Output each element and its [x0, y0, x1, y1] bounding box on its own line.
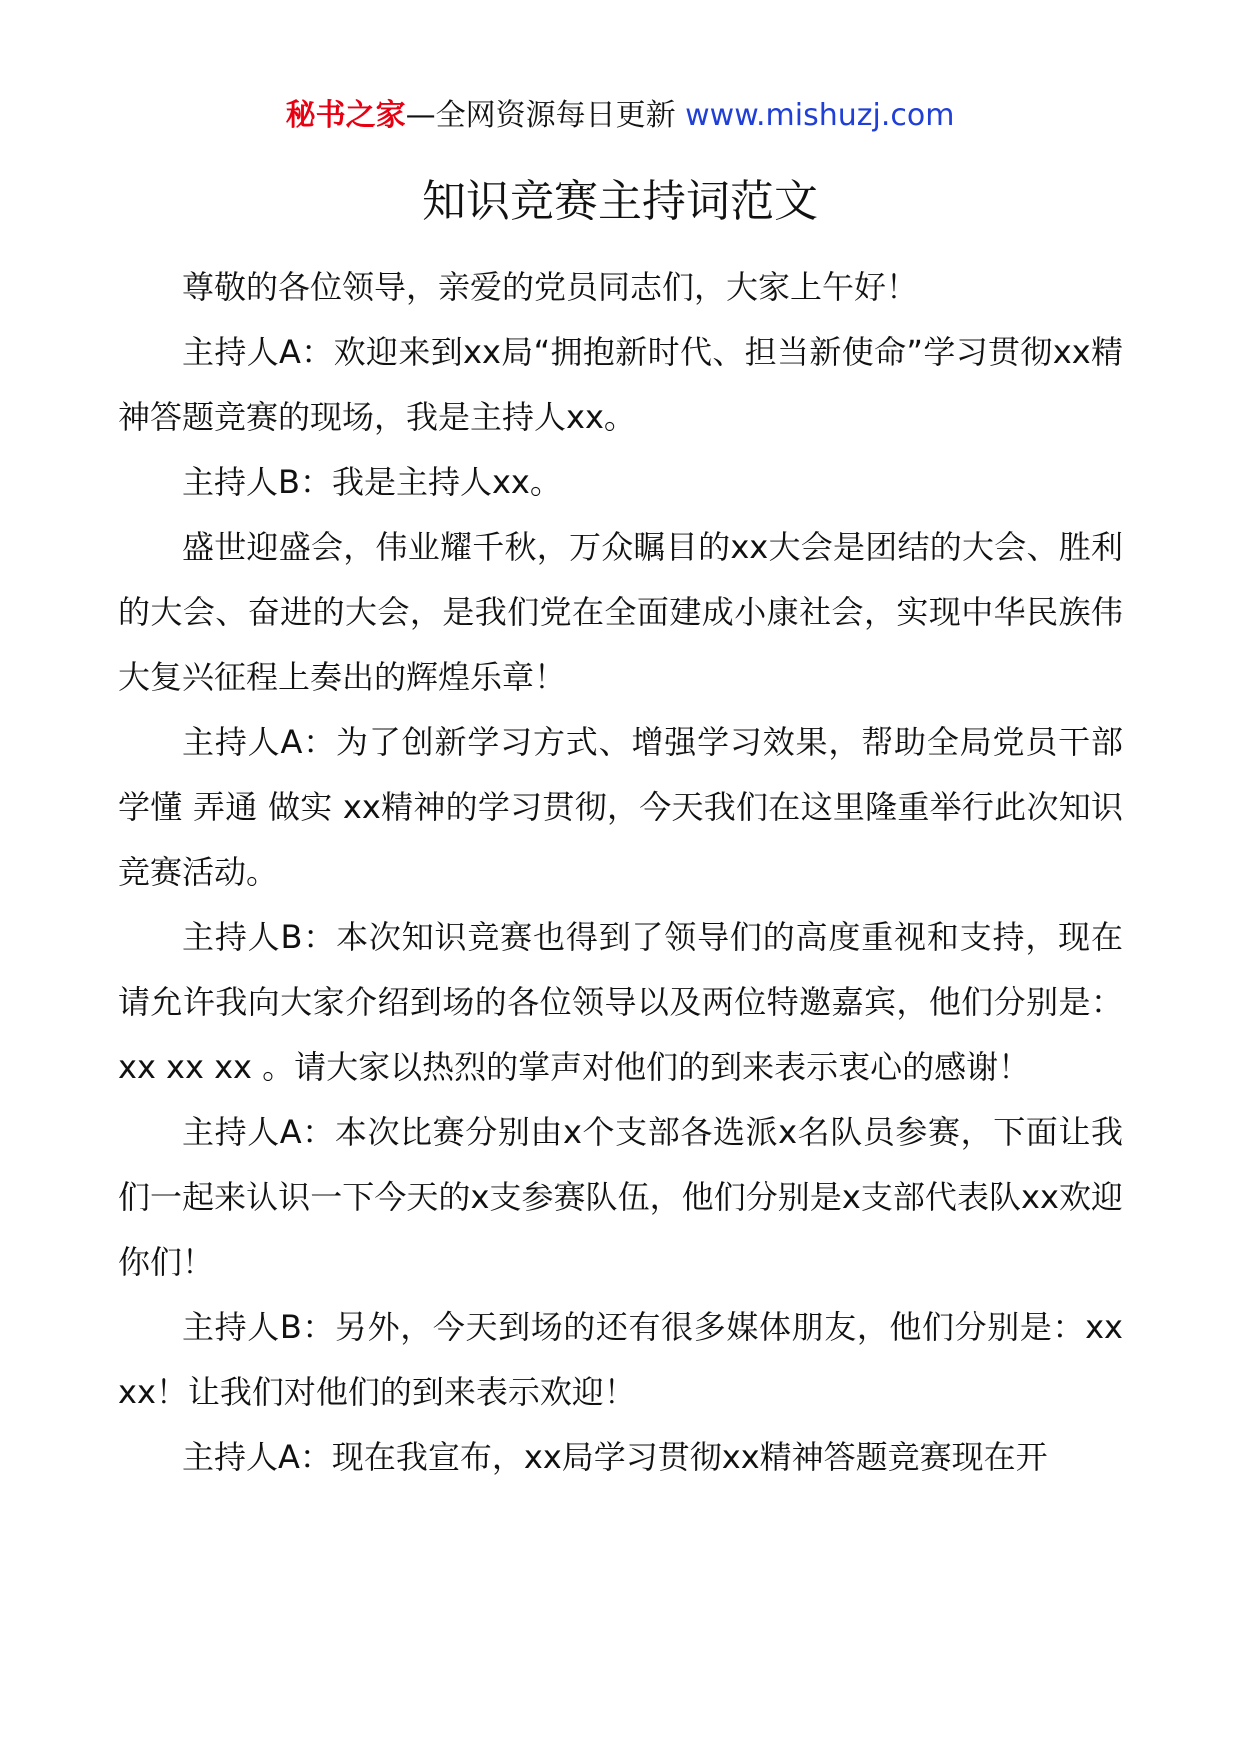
- site-header: [0, 96, 1240, 136]
- site-url-link[interactable]: www.mishuzj.com: [685, 98, 955, 133]
- paragraph: 盛世迎盛会，伟业耀千秋，万众瞩目的xx大会是团结的大会、胜利的大会、奋进的大会，是我们党在全面建成小康社会，实现中华民族伟大复兴征程上奏出的辉煌乐章！: [118, 528, 1123, 696]
- paragraph: 主持人B：另外，今天到场的还有很多媒体朋友，他们分别是：xx xx！让我们对他们的到来表示欢迎！: [118, 1308, 1123, 1411]
- paragraph: 主持人A：为了创新学习方式、增强学习效果，帮助全局党员干部 学懂 弄通 做实 xx精神的学习贯彻，今天我们在这里隆重举行此次知识竞赛活动。: [118, 723, 1123, 891]
- paragraph: 主持人A：本次比赛分别由x个支部各选派x名队员参赛，下面让我们一起来认识一下今天的x支参赛队伍，他们分别是x支部代表队xx欢迎你们！: [118, 1113, 1123, 1281]
- document-body: [118, 255, 1123, 1490]
- site-slogan: —全网资源每日更新: [405, 98, 686, 133]
- paragraph-greeting: 尊敬的各位领导，亲爱的党员同志们，大家上午好！: [182, 268, 919, 306]
- paragraph: 主持人B：本次知识竞赛也得到了领导们的高度重视和支持，现在请允许我向大家介绍到场的各位领导以及两位特邀嘉宾，他们分别是：xx xx xx 。请大家以热烈的掌声对他们的到来表示衷心的感谢！: [118, 918, 1123, 1086]
- paragraph: 主持人A：现在我宣布，xx局学习贯彻xx精神答题竞赛现在开: [182, 1438, 1048, 1476]
- brand-name: 秘书之家: [285, 98, 406, 133]
- paragraph: 主持人A：欢迎来到xx局“拥抱新时代、担当新使命”学习贯彻xx精神答题竞赛的现场，我是主持人xx。: [118, 333, 1123, 436]
- paragraph: 主持人B：我是主持人xx。: [182, 463, 562, 501]
- document-title: 知识竞赛主持词范文: [422, 176, 818, 227]
